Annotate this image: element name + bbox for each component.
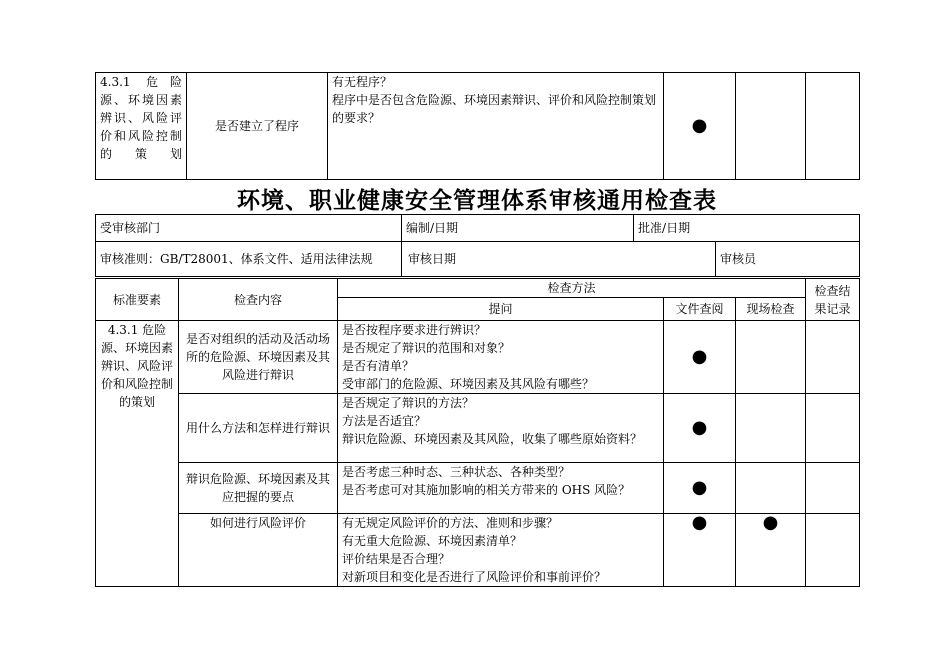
- section-standard-cell: 4.3.1 危险源、环境因素辨识、风险评价和风险控制的策划: [96, 321, 179, 587]
- row-content: 辩识危险源、环境因素及其应把握的要点: [179, 463, 338, 514]
- prepared-date-label: 编制/日期: [402, 215, 634, 242]
- header-site-check: 现场检查: [736, 298, 806, 321]
- doc-check-dot: ●: [664, 514, 736, 587]
- site-check-cell: [736, 321, 806, 394]
- audit-info-table: [95, 214, 860, 277]
- row-question: 受审部门的危险源、环境因素及其风险有哪些？: [342, 377, 595, 391]
- row-questions: [338, 321, 664, 394]
- row-content: 如何进行风险评价: [179, 514, 338, 587]
- row-question: 是否考虑可对其施加影响的相关方带来的 OHS 风险？: [342, 483, 631, 497]
- site-check-dot: ●: [736, 514, 806, 587]
- row-question: 是否规定了辩识的范围和对象？: [342, 341, 511, 355]
- top-question: 程序中是否包含危险源、环境因素辩识、评价和风险控制策划的要求？: [332, 93, 657, 125]
- row-questions: [338, 463, 664, 514]
- top-content-cell: 是否建立了程序: [187, 73, 328, 180]
- row-content: 用什么方法和怎样进行辩识: [179, 394, 338, 463]
- doc-check-dot: ●: [664, 463, 736, 514]
- approved-date-label: 批准/日期: [634, 215, 860, 242]
- row-question: 是否规定了辩识的方法？: [342, 396, 475, 410]
- top-question: 有无程序？: [332, 75, 393, 89]
- header-standard: 标准要素: [96, 279, 179, 321]
- doc-check-dot: ●: [664, 394, 736, 463]
- audit-date-label: 审核日期: [402, 242, 716, 277]
- dept-label: 受审核部门: [96, 215, 402, 242]
- row-questions: [338, 394, 664, 463]
- result-cell: [806, 321, 860, 394]
- site-check-cell: [736, 394, 806, 463]
- criteria-label: 审核准则：GB/T28001、体系文件、适用法律法规: [96, 242, 402, 277]
- header-result: 检查结果记录: [806, 279, 860, 321]
- row-question: 是否有清单？: [342, 359, 415, 373]
- row-question: 是否考虑三种时态、三种状态、各种类型？: [342, 465, 571, 479]
- header-question: 提问: [338, 298, 664, 321]
- row-question: 是否按程序要求进行辨识？: [342, 323, 487, 337]
- top-standard-cell: 4.3.1 危险源、环境因素辨识、风险评价和风险控制的策划: [96, 73, 187, 180]
- header-method: 检查方法: [338, 279, 806, 298]
- previous-page-table: [95, 72, 860, 180]
- top-questions-cell: [328, 73, 664, 180]
- result-cell: [806, 514, 860, 587]
- row-question: 对新项目和变化是否进行了风险评价和事前评价？: [342, 570, 607, 584]
- top-site-check-cell: [736, 73, 806, 180]
- top-doc-check-dot: ●: [664, 73, 736, 180]
- row-question: 评价结果是否合理？: [342, 552, 451, 566]
- row-question: 有无规定风险评价的方法、准则和步骤？: [342, 516, 559, 530]
- site-check-cell: [736, 463, 806, 514]
- row-question: 有无重大危险源、环境因素清单？: [342, 534, 523, 548]
- page-title: 环境、职业健康安全管理体系审核通用检查表: [237, 187, 717, 214]
- top-result-cell: [806, 73, 860, 180]
- result-cell: [806, 394, 860, 463]
- checklist-table: [95, 278, 860, 587]
- row-question: 方法是否适宜？: [342, 414, 427, 428]
- row-questions: [338, 514, 664, 587]
- doc-check-dot: ●: [664, 321, 736, 394]
- row-question: 辩识危险源、环境因素及其风险，收集了哪些原始资料？: [342, 432, 643, 446]
- header-content: 检查内容: [179, 279, 338, 321]
- header-doc-review: 文件查阅: [664, 298, 736, 321]
- row-content: 是否对组织的活动及活动场所的危险源、环境因素及其风险进行辩识: [179, 321, 338, 394]
- result-cell: [806, 463, 860, 514]
- auditor-label: 审核员: [716, 242, 860, 277]
